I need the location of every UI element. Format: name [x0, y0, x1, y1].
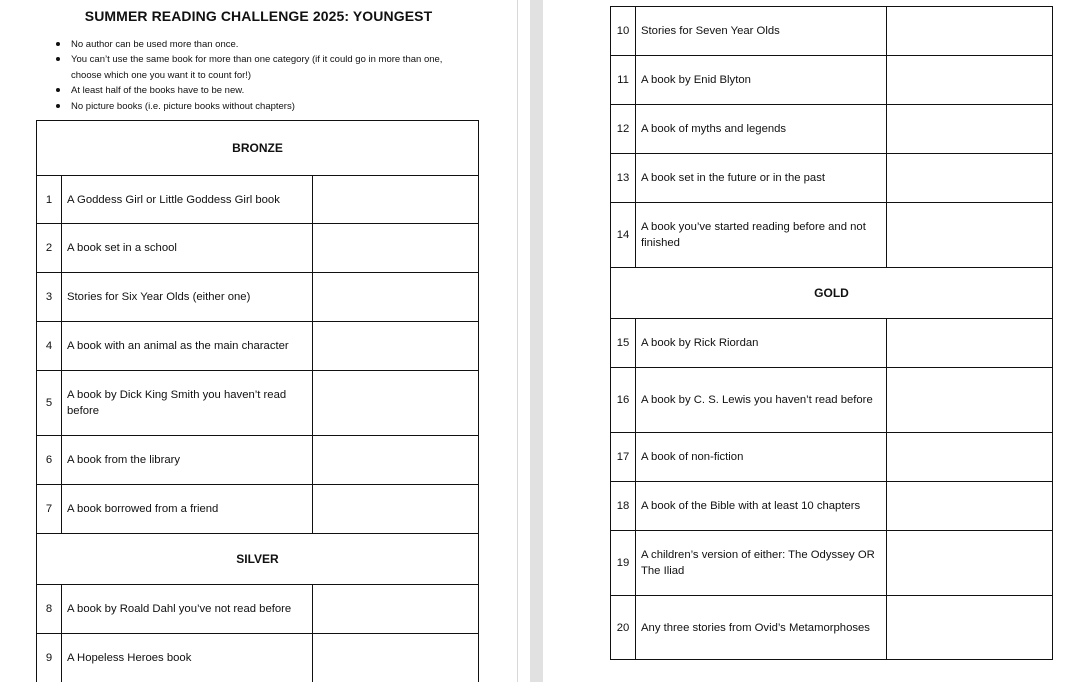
item-number: 18	[611, 482, 636, 531]
table-row	[37, 371, 479, 436]
item-number: 14	[611, 203, 636, 268]
item-number: 20	[611, 596, 636, 660]
table-row	[37, 585, 479, 634]
rule-item: At least half of the books have to be new.	[52, 83, 472, 98]
answer-cell[interactable]	[313, 176, 479, 224]
answer-cell[interactable]	[313, 224, 479, 273]
table-row	[611, 368, 1053, 433]
section-header-silver: SILVER	[37, 534, 479, 585]
table-row	[37, 322, 479, 371]
item-description: A book by Enid Blyton	[636, 56, 887, 105]
table-row	[37, 176, 479, 224]
answer-cell[interactable]	[887, 482, 1053, 531]
rule-item: No picture books (i.e. picture books without chapters)	[52, 99, 472, 114]
answer-cell[interactable]	[313, 436, 479, 485]
answer-cell[interactable]	[313, 485, 479, 534]
item-number: 3	[37, 273, 62, 322]
item-number: 16	[611, 368, 636, 433]
answer-cell[interactable]	[887, 56, 1053, 105]
item-description: A book you’ve started reading before and not finished	[636, 203, 887, 268]
table-row	[611, 482, 1053, 531]
document-title: SUMMER READING CHALLENGE 2025: YOUNGEST	[84, 8, 433, 24]
item-description: A children’s version of either: The Odyssey OR The Iliad	[636, 531, 887, 596]
item-description: A book of non-fiction	[636, 433, 887, 482]
item-description: A book of the Bible with at least 10 chapters	[636, 482, 887, 531]
item-description: Stories for Six Year Olds (either one)	[62, 273, 313, 322]
answer-cell[interactable]	[887, 433, 1053, 482]
document-page-1	[0, 0, 517, 682]
item-number: 11	[611, 56, 636, 105]
item-number: 4	[37, 322, 62, 371]
item-number: 19	[611, 531, 636, 596]
section-header-row	[37, 121, 479, 176]
item-description: A book from the library	[62, 436, 313, 485]
item-number: 1	[37, 176, 62, 224]
answer-cell[interactable]	[313, 585, 479, 634]
answer-cell[interactable]	[887, 7, 1053, 56]
table-row	[611, 319, 1053, 368]
answer-cell[interactable]	[313, 371, 479, 436]
rules-list	[52, 37, 472, 114]
answer-cell[interactable]	[887, 203, 1053, 268]
item-description: A book by Rick Riordan	[636, 319, 887, 368]
rule-item: No author can be used more than once.	[52, 37, 472, 52]
item-number: 8	[37, 585, 62, 634]
table-row	[611, 7, 1053, 56]
table-row	[611, 433, 1053, 482]
item-description: A book by Dick King Smith you haven’t read before	[62, 371, 313, 436]
item-description: Any three stories from Ovid’s Metamorphoses	[636, 596, 887, 660]
page-edge	[517, 0, 518, 682]
table-row	[37, 224, 479, 273]
item-description: A Hopeless Heroes book	[62, 634, 313, 682]
answer-cell[interactable]	[887, 105, 1053, 154]
item-description: A book borrowed from a friend	[62, 485, 313, 534]
table-row	[37, 634, 479, 682]
answer-cell[interactable]	[313, 322, 479, 371]
rule-item: You can’t use the same book for more than one category (if it could go in more than one, choose which one you want it to count for!)	[52, 52, 472, 83]
item-number: 17	[611, 433, 636, 482]
challenge-table-page-2	[610, 6, 1053, 660]
table-row	[611, 56, 1053, 105]
table-row	[611, 154, 1053, 203]
table-row	[37, 436, 479, 485]
item-number: 5	[37, 371, 62, 436]
challenge-table-page-1	[36, 120, 479, 682]
section-header-gold: GOLD	[611, 268, 1053, 319]
table-row	[611, 531, 1053, 596]
item-number: 15	[611, 319, 636, 368]
item-description: A book by Roald Dahl you’ve not read before	[62, 585, 313, 634]
answer-cell[interactable]	[887, 596, 1053, 660]
answer-cell[interactable]	[887, 368, 1053, 433]
item-description: A book with an animal as the main character	[62, 322, 313, 371]
item-number: 9	[37, 634, 62, 682]
item-description: A book by C. S. Lewis you haven’t read before	[636, 368, 887, 433]
section-header-bronze: BRONZE	[37, 121, 479, 176]
item-description: A Goddess Girl or Little Goddess Girl book	[62, 176, 313, 224]
table-row	[611, 596, 1053, 660]
table-row	[37, 485, 479, 534]
answer-cell[interactable]	[313, 273, 479, 322]
item-number: 6	[37, 436, 62, 485]
item-description: A book set in a school	[62, 224, 313, 273]
item-description: A book set in the future or in the past	[636, 154, 887, 203]
answer-cell[interactable]	[887, 154, 1053, 203]
item-description: A book of myths and legends	[636, 105, 887, 154]
item-description: Stories for Seven Year Olds	[636, 7, 887, 56]
page-gutter-bar	[530, 0, 543, 682]
answer-cell[interactable]	[313, 634, 479, 682]
item-number: 13	[611, 154, 636, 203]
table-row	[611, 203, 1053, 268]
table-row	[37, 273, 479, 322]
answer-cell[interactable]	[887, 531, 1053, 596]
item-number: 10	[611, 7, 636, 56]
item-number: 7	[37, 485, 62, 534]
table-row	[611, 105, 1053, 154]
item-number: 12	[611, 105, 636, 154]
answer-cell[interactable]	[887, 319, 1053, 368]
section-header-row	[611, 268, 1053, 319]
section-header-row	[37, 534, 479, 585]
item-number: 2	[37, 224, 62, 273]
